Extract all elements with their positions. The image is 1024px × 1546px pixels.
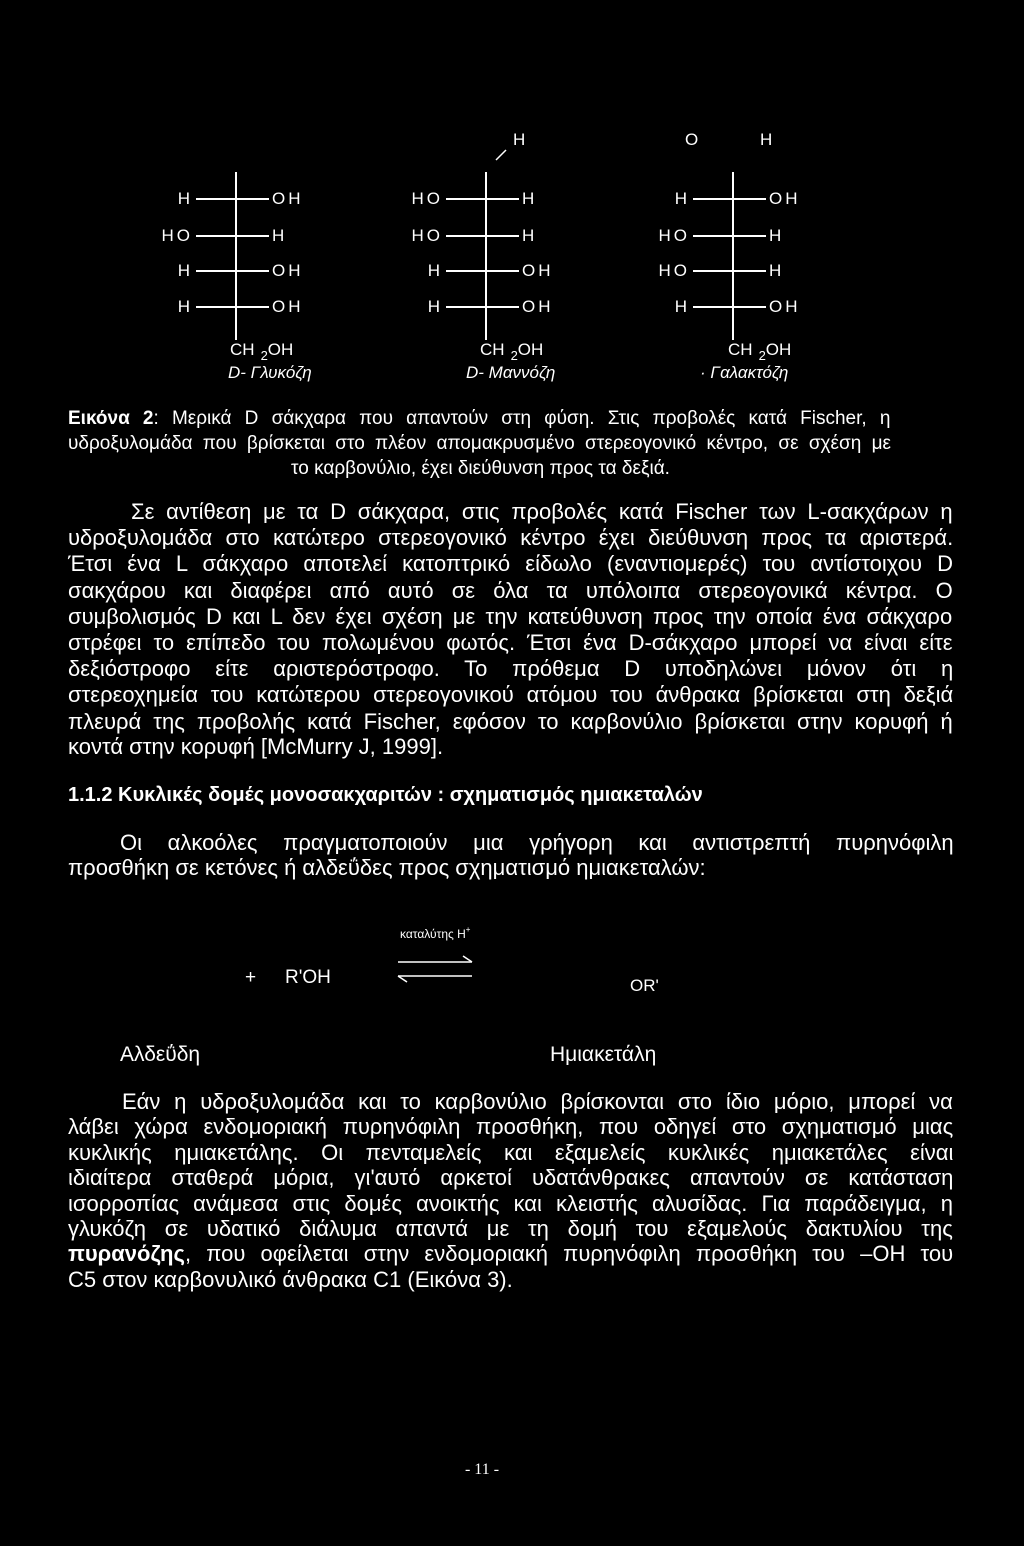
line-text: γλυκόζη σε υδατικό διάλυμα απαντά με τη δομή του εξαμελούς δακτυλίου της — [68, 1216, 953, 1241]
catalyst-label — [400, 922, 470, 942]
aldehyde-bond — [494, 147, 508, 161]
aldehyde-hydrogen: H — [513, 130, 529, 149]
line-text: Έτσι ένα L σάκχαρο αποτελεί κατοπτρικό είδωλο (εναντιομερές) του αντίστοιχου D — [68, 551, 953, 576]
line-text: Σε αντίθεση με τα D σάκχαρα, στις προβολές κατά Fischer των L-σακχάρων η — [131, 499, 953, 524]
bold-term: πυρανόζης — [68, 1241, 185, 1266]
terminal-subscript: 2 — [758, 348, 766, 363]
bond-line — [693, 270, 766, 272]
substituent-left: HO — [411, 226, 443, 245]
line-text: ιδιαίτερα σταθερά μόρια, γι'αυτό αρκετοί υδατάνθρακες απαντούν σε κατάσταση — [68, 1165, 954, 1190]
bond-line — [446, 198, 519, 200]
line-text: υδροξυλομάδα στο κατώτερο στερεογονικό κέντρο έχει διεύθυνση προς τα αριστερά. — [68, 525, 954, 550]
bond-line — [446, 270, 519, 272]
reagent-alcohol: R'OH — [285, 967, 331, 988]
paragraph-line — [68, 578, 955, 604]
substituent-left: HO — [658, 226, 690, 245]
terminal-group — [230, 339, 293, 362]
line-text: Εάν η υδροξυλομάδα και το καρβονύλιο βρίσκονται στο ίδιο μόριο, μπορεί να — [122, 1089, 953, 1114]
caption-text: : Μερικά D σάκχαρα που απαντούν στη φύση. Στις προβολές κατά Fischer, η — [153, 408, 891, 429]
terminal-subscript: 2 — [260, 348, 268, 363]
substituent-left: HO — [658, 261, 690, 280]
caption-line — [68, 457, 893, 481]
bond-line — [196, 198, 269, 200]
paragraph-line — [68, 525, 955, 551]
bond-line — [196, 306, 269, 308]
substituent-right: H — [769, 261, 785, 280]
line-text-rest: , που οφείλεται στην ενδομοριακή πυρηνόφιλη προσθήκη του –OH του — [184, 1241, 954, 1266]
substituent-right: OH — [272, 189, 304, 208]
reactant-name: Αλδεΰδη — [120, 1043, 201, 1066]
line-text: πλευρά της προβολής κατά Fischer, εφόσον το καρβονύλιο βρίσκεται στην κορυφή ή — [68, 709, 953, 734]
substituent-left: H — [177, 297, 193, 316]
paragraph-line — [120, 830, 955, 856]
line-text: στρέφει το επίπεδο του πολωμένου φωτός. Έτσι ένα D-σάκχαρο μπορεί να είναι είτε — [68, 630, 953, 655]
paragraph-line — [68, 1140, 955, 1166]
catalyst-charge: + — [465, 925, 471, 934]
line-text: δεξιόστροφο είτε αριστερόστροφο. Το πρόθεμα D υποδηλώνει μόνον ότι η — [68, 656, 954, 681]
terminal-group — [728, 339, 791, 362]
line-text: προσθήκη σε κετόνες ή αλδεΰδες προς σχηματισμό ημιακεταλών: — [68, 855, 706, 880]
line-text: ισορροπίας ανάμεσα στις δομές ανοικτής και κλειστής αλυσίδας. Για παράδειγμα, η — [68, 1191, 953, 1216]
paragraph-line — [131, 499, 955, 525]
paragraph-line — [68, 709, 955, 735]
section-heading: 1.1.2 Κυκλικές δομές μονοσακχαριτών : σχηματισμός ημιακεταλών — [68, 784, 703, 806]
bond-line — [693, 306, 766, 308]
substituent-left: H — [674, 189, 690, 208]
terminal-main: CH — [480, 340, 505, 359]
paragraph-line — [68, 682, 955, 708]
paragraph-line — [68, 551, 955, 577]
bond-line — [196, 270, 269, 272]
line-text: κοντά στην κορυφή [McMurry J, 1999]. — [68, 734, 444, 759]
substituent-left: H — [177, 261, 193, 280]
line-text: C5 στον καρβονυλικό άνθρακα C1 (Εικόνα 3). — [68, 1267, 513, 1292]
terminal-main: CH — [230, 340, 255, 359]
terminal-group — [480, 339, 543, 362]
substituent-right: OH — [522, 261, 554, 280]
bond-line — [196, 235, 269, 237]
equilibrium-arrows — [396, 954, 478, 984]
terminal-main: CH — [728, 340, 753, 359]
substituent-right: H — [522, 226, 538, 245]
paragraph-line — [68, 1267, 955, 1293]
product-name: Ημιακετάλη — [550, 1043, 657, 1066]
aldehyde-hydrogen: H — [760, 130, 776, 149]
terminal-tail: OH — [765, 340, 792, 359]
substituent-right: OH — [522, 297, 554, 316]
line-text: λάβει χώρα ενδομοριακή πυρηνόφιλη προσθήκη, που οδηγεί στο σχηματισμό μιας — [68, 1114, 954, 1139]
aldehyde-oxygen: O — [685, 130, 702, 149]
paragraph-line — [68, 630, 955, 656]
substituent-left: HO — [411, 189, 443, 208]
paragraph-line — [68, 734, 955, 760]
paragraph-line — [68, 1114, 955, 1140]
paragraph-line — [68, 1241, 955, 1267]
line-text — [68, 1241, 953, 1266]
paragraph-line — [68, 1191, 955, 1217]
product-group: OR' — [630, 976, 659, 995]
terminal-subscript: 2 — [510, 348, 518, 363]
reverse-arrow-barb — [398, 976, 407, 982]
bond-line — [693, 235, 766, 237]
substituent-right: H — [522, 189, 538, 208]
substituent-right: OH — [769, 297, 801, 316]
bond-line — [446, 235, 519, 237]
sugar-name: · Γαλακτόζη — [700, 363, 789, 382]
caption-text: το καρβονύλιο, έχει διεύθυνση προς τα δεξιά. — [291, 458, 670, 479]
sugar-name: D- Μαννόζη — [466, 363, 556, 382]
substituent-left: H — [177, 189, 193, 208]
forward-arrow-barb — [463, 956, 472, 962]
plus-sign: + — [245, 967, 257, 988]
bond-line — [693, 198, 766, 200]
page-number: - 11 - — [464, 1461, 500, 1478]
substituent-right: OH — [272, 297, 304, 316]
substituent-right: OH — [769, 189, 801, 208]
substituent-right: H — [769, 226, 785, 245]
substituent-right: H — [272, 226, 288, 245]
line-text: στερεοχημεία του κατώτερου στερεογονικού ατόμου του άνθρακα βρίσκεται στη δεξιά — [68, 682, 954, 707]
terminal-tail: OH — [267, 340, 294, 359]
substituent-left: HO — [161, 226, 193, 245]
line-text: σακχάρου και διαφέρει από αυτό σε όλα τα υπόλοιπα στερεογονικά κέντρα. Ο — [68, 578, 953, 603]
paragraph-line — [68, 656, 955, 682]
paragraph-line — [68, 855, 955, 881]
caption-label: Εικόνα 2 — [68, 408, 154, 429]
terminal-tail: OH — [517, 340, 544, 359]
substituent-right: OH — [272, 261, 304, 280]
paragraph-line — [122, 1089, 955, 1115]
line-text: κυκλικής ημιακετάλης. Οι πενταμελείς και εξαμελείς κυκλικές ημιακετάλες είναι — [68, 1140, 954, 1165]
caption-line-text — [68, 408, 890, 429]
line-text: Οι αλκοόλες πραγματοποιούν μια γρήγορη και αντιστρεπτή πυρηνόφιλη — [120, 830, 954, 855]
paragraph-line — [68, 1216, 955, 1242]
bond-line — [446, 306, 519, 308]
substituent-left: H — [427, 261, 443, 280]
caption-line — [68, 407, 893, 431]
line-text: συμβολισμός D και L δεν έχει σχέση με την κατεύθυνση προς την οποία ένα σάκχαρο — [68, 604, 953, 629]
catalyst-text: καταλύτης H — [400, 927, 466, 941]
substituent-left: H — [427, 297, 443, 316]
caption-line — [68, 432, 893, 456]
paragraph-line — [68, 604, 955, 630]
sugar-name: D- Γλυκόζη — [228, 363, 312, 382]
caption-text: υδροξυλομάδα που βρίσκεται στο πλέον απομακρυσμένο στερεογονικό κέντρο, σε σχέση με — [68, 433, 891, 454]
substituent-left: H — [674, 297, 690, 316]
paragraph-line — [68, 1165, 955, 1191]
